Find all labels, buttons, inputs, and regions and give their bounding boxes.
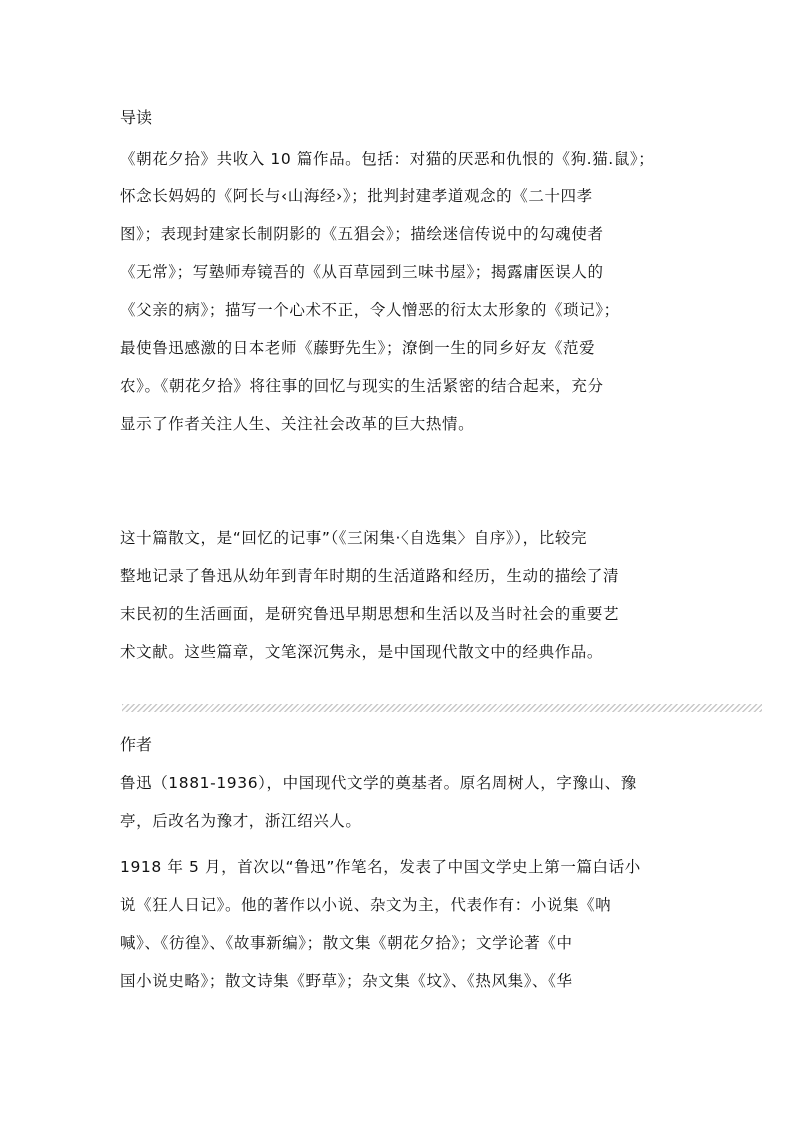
section-heading-author: 作者 — [120, 735, 153, 754]
text-line: 整地记录了鲁迅从幼年到青年时期的生活道路和经历，生动的描绘了清 — [120, 567, 620, 585]
text-line: 农》。《朝花夕拾》将往事的回忆与现实的生活紧密的结合起来，充分 — [120, 377, 604, 395]
text-line: 1918 年 5 月，首次以“鲁迅”作笔名，发表了中国文学史上第一篇白话小 — [120, 858, 641, 876]
text-line: 说《狂人日记》。他的著作以小说、杂文为主，代表作有：小说集《呐 — [120, 896, 612, 914]
text-line: 末民初的生活画面，是研究鲁迅早期思想和生活以及当时社会的重要艺 — [120, 605, 620, 623]
text-line: 这十篇散文，是“回忆的记事”（《三闲集·〈自选集〉自序》），比较完 — [120, 529, 588, 547]
text-line: 显示了作者关注人生、关注社会改革的巨大热情。 — [120, 415, 475, 433]
text-line: 图》；表现封建家长制阴影的《五猖会》；描绘迷信传说中的勾魂使者 — [120, 225, 604, 243]
text-line: 最使鲁迅感激的日本老师《藤野先生》；潦倒一生的同乡好友《范爱 — [120, 339, 596, 357]
text-line: 喊》、《彷徨》、《故事新编》；散文集《朝花夕拾》；文学论著《中 — [120, 934, 573, 952]
text-line: 《无常》；写塾师寿镜吾的《从百草园到三味书屋》；揭露庸医误人的 — [120, 263, 604, 281]
text-line: 《朝花夕拾》共收入 10 篇作品。包括：对猫的厌恶和仇恨的《狗.猫.鼠》； — [120, 150, 655, 168]
text-line: 亭，后改名为豫才，浙江绍兴人。 — [120, 812, 362, 830]
text-line: 鲁迅（1881-1936），中国现代文学的奠基者。原名周树人，字豫山、豫 — [120, 774, 637, 792]
text-line: 《父亲的病》；描写一个心术不正，令人憎恶的衍太太形象的《琐记》； — [120, 301, 620, 319]
text-line: 国小说史略》；散文诗集《野草》；杂文集《坟》、《热风集》、《华 — [120, 972, 573, 990]
text-line: 术文献。这些篇章，文笔深沉隽永，是中国现代散文中的经典作品。 — [120, 643, 604, 661]
hatched-divider — [122, 704, 762, 712]
section-heading-guide: 导读 — [120, 108, 153, 127]
text-line: 怀念长妈妈的《阿长与‹山海经›》；批判封建孝道观念的《二十四孝 — [120, 187, 593, 205]
